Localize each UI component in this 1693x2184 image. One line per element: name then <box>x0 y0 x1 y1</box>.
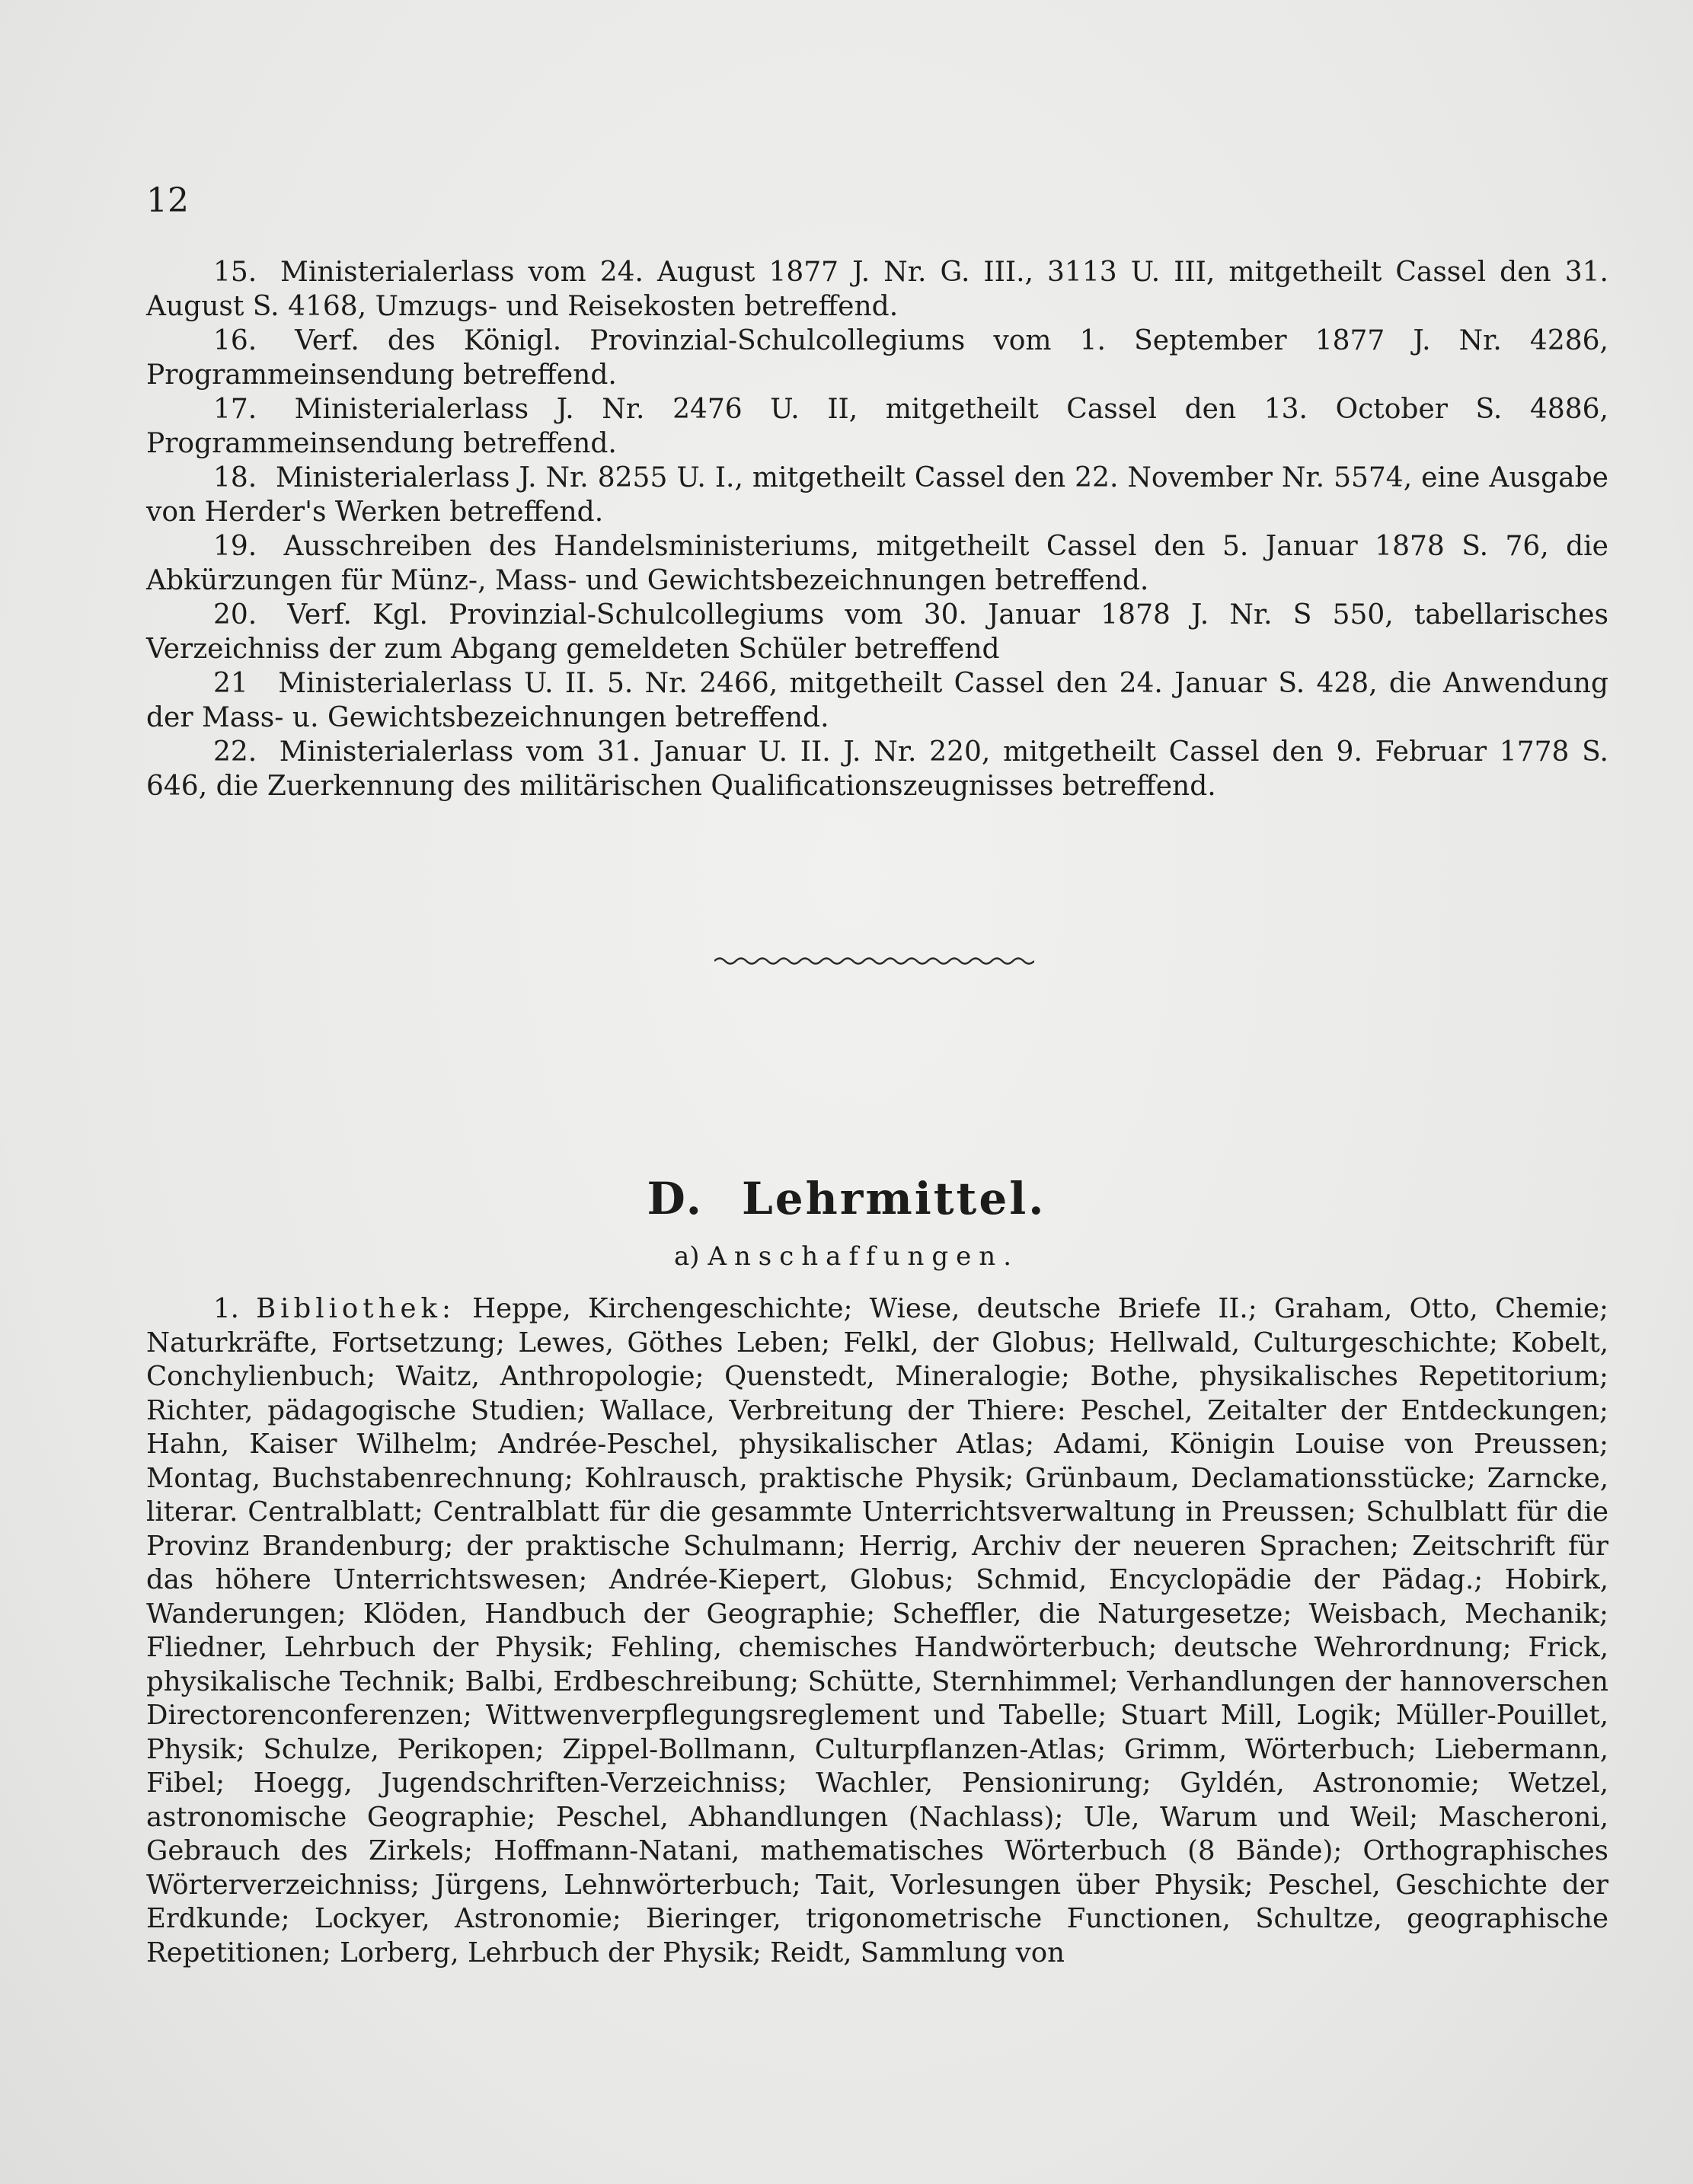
decree-number: 15. <box>213 257 257 288</box>
decree-number: 22. <box>213 736 257 768</box>
decree-number: 17. <box>213 394 257 425</box>
decree-item <box>146 529 1608 598</box>
item-text: Heppe, Kirchengeschichte; Wiese, deutsche Briefe II.; Graham, Otto, Chemie; Naturkräfte, Fortsetzung; Lewes, Göthes Leben; Felkl, der Globus; Hellwald, Culturgeschichte; Kobelt, Conchylienbuch; Waitz, Anthropologie; Quenstedt, Mineralogie; Bothe, physikalisches Repetitorium; Richter, pädagogische Studien; Wallace, Verbreitung der Thiere: Peschel, Zeitalter der Entdeckungen; Hahn, Kaiser Wilhelm; Andrée-Peschel, physikalischer Atlas; Adami, Königin Louise von Preussen; Montag, Buchstabenrechnung; Kohlrausch, praktische Physik; Grünbaum, Declamationsstücke; Zarncke, literar. Centralblatt; Centralblatt für die gesammte Unterrichtsverwaltung in Preussen; Schulblatt für die Provinz Brandenburg; der praktische Schulmann; Herrig, Archiv der neueren Sprachen; Zeitschrift für das höhere Unterrichtswesen; Andrée-Kiepert, Globus; Schmid, Encyclopädie der Pädag.; Hobirk, Wanderungen; Klöden, Handbuch der Geographie; Scheffler, die Naturgesetze; Weisbach, Mechanik; Fliedner, Lehrbuch der Physik; Fehling, chemisches Handwörterbuch; deutsche Wehrordnung; Frick, physikalische Technik; Balbi, Erdbeschreibung; Schütte, Sternhimmel; Verhandlungen der hannoverschen Directorenconferenzen; Wittwenverpflegungsreglement und Tabelle; Stuart Mill, Logik; Müller-Pouillet, Physik; Schulze, Perikopen; Zippel-Bollmann, Culturpflanzen-Atlas; Grimm, Wörterbuch; Liebermann, Fibel; Hoegg, Jugendschriften-Verzeichniss; Wachler, Pensionirung; Gyldén, Astronomie; Wetzel, astronomische Geographie; Peschel, Abhandlungen (Nachlass); Ule, Warum und Weil; Mascheroni, Gebrauch des Zirkels; Hoffmann-Natani, mathematisches Wörterbuch (8 Bände); Orthographisches Wörterverzeichniss; Jürgens, Lehnwörterbuch; Tait, Vorlesungen über Physik; Peschel, Geschichte der Erdkunde; Lockyer, Astronomie; Bieringer, trigonometrische Functionen, Schultze, geographische Repetitionen; Lorberg, Lehrbuch der Physik; Reidt, Sammlung von <box>146 1293 1608 1968</box>
page-number: 12 <box>146 181 189 220</box>
decree-text: Ausschreiben des Handelsministeriums, mitgetheilt Cassel den 5. Januar 1878 S. 76, die Abkürzungen für Münz-, Mass- und Gewichtsbezeichnungen betreffend. <box>146 531 1608 596</box>
subsection-title: Anschaffungen. <box>708 1241 1020 1272</box>
decree-text: Verf. Kgl. Provinzial-Schulcollegiums vom 30. Januar 1878 J. Nr. S 550, tabellarisches Verzeichniss der zum Abgang gemeldeten Schüler betreffend <box>146 599 1609 665</box>
decree-number: 21 <box>213 668 248 699</box>
decree-item <box>146 392 1608 461</box>
decree-number: 20. <box>213 599 257 631</box>
decree-text: Ministerialerlass J. Nr. 8255 U. I., mitgetheilt Cassel den 22. November Nr. 5574, eine Ausgabe von Herder's Werken betreffend. <box>146 462 1608 528</box>
decree-text: Ministerialerlass U. II. 5. Nr. 2466, mitgetheilt Cassel den 24. Januar S. 428, die Anwendung der Mass- u. Gewichtsbezeichnungen betreffend. <box>146 668 1608 733</box>
decree-list <box>146 255 1608 803</box>
decree-text: Ministerialerlass vom 31. Januar U. II. J. Nr. 220, mitgetheilt Cassel den 9. Februar 1778 S. 646, die Zuerkennung des militärischen Qualificationszeugnisses betreffend. <box>146 736 1608 802</box>
decree-item <box>146 598 1608 666</box>
decree-item <box>146 324 1608 392</box>
decree-text: Ministerialerlass vom 24. August 1877 J. Nr. G. III., 3113 U. III, mitgetheilt Cassel den 31. August S. 4168, Umzugs- und Reisekosten betreffend. <box>146 257 1608 322</box>
wavy-divider <box>714 954 1034 968</box>
decree-text: Verf. des Königl. Provinzial-Schulcollegiums vom 1. September 1877 J. Nr. 4286, Programmeinsendung betreffend. <box>146 325 1608 391</box>
library-acquisitions-paragraph <box>146 1292 1608 1970</box>
item-number: 1. <box>213 1293 239 1324</box>
section-letter: D. <box>647 1173 704 1225</box>
decree-number: 19. <box>213 531 257 562</box>
item-label: Bibliothek: <box>256 1293 455 1324</box>
section-heading <box>0 1173 1693 1225</box>
subsection-heading <box>0 1241 1693 1272</box>
decree-item <box>146 666 1608 735</box>
decree-text: Ministerialerlass J. Nr. 2476 U. II, mitgetheilt Cassel den 13. October S. 4886, Programmeinsendung betreffend. <box>146 394 1608 459</box>
decree-number: 18. <box>213 462 257 493</box>
decree-item <box>146 735 1608 803</box>
subsection-label: a) <box>673 1241 700 1272</box>
decree-number: 16. <box>213 325 257 356</box>
section-title: Lehrmittel. <box>741 1173 1046 1225</box>
decree-item <box>146 461 1608 529</box>
decree-item <box>146 255 1608 324</box>
